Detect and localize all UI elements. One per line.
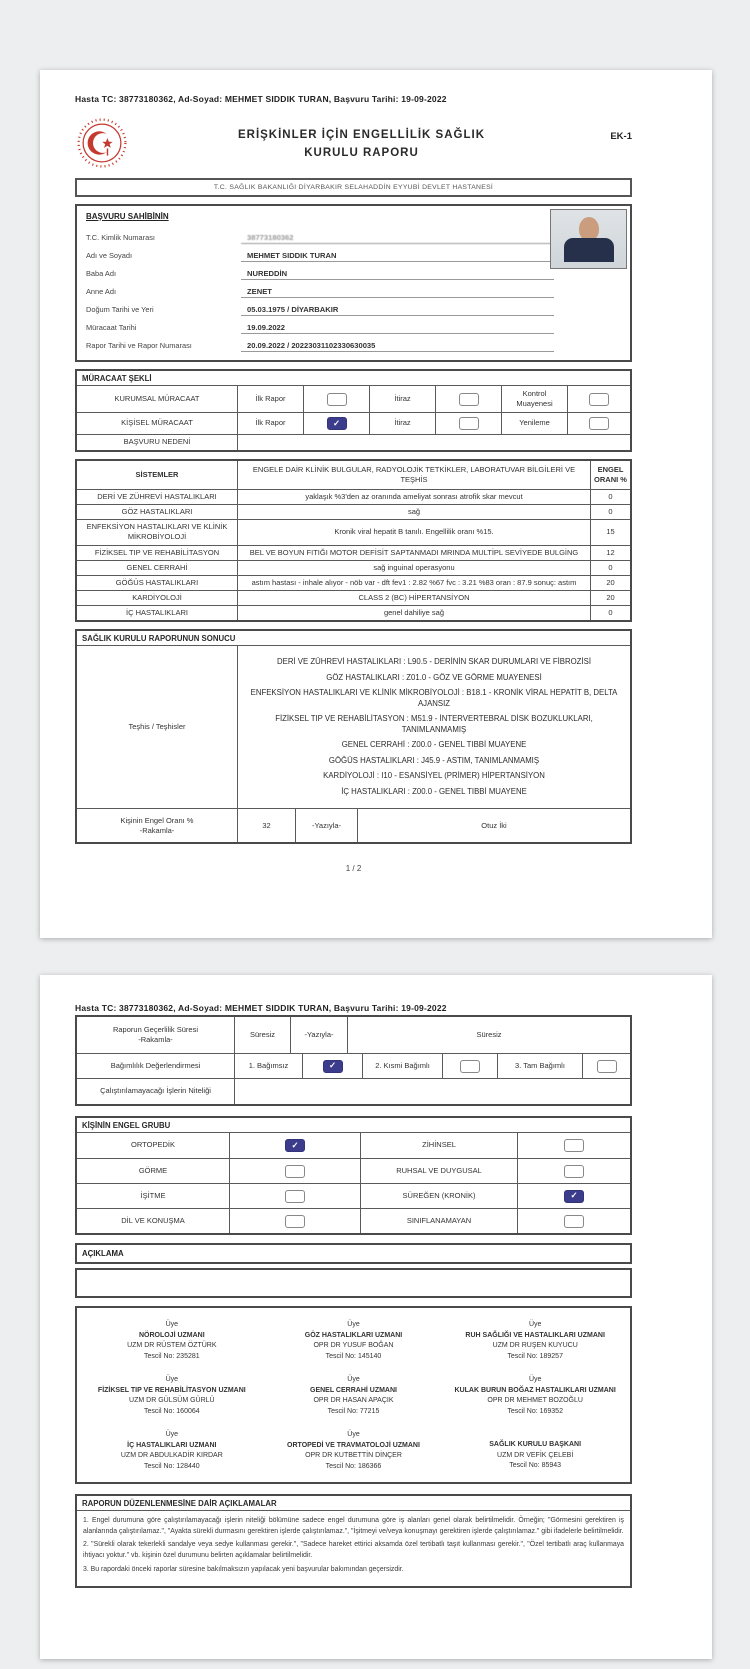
system-row — [77, 590, 630, 605]
member-registration: Tescil No: 169352 — [507, 1407, 563, 1415]
applicant-section — [75, 204, 632, 362]
disability-rate-value: 32 — [237, 809, 295, 842]
diagnosis-line: GÖĞÜS HASTALIKLARI : J45.9 - ASTIM, TANIMLANMAMIŞ — [328, 755, 540, 765]
disability-group-title: KİŞİNİN ENGEL GRUBU — [77, 1118, 630, 1133]
group-label: ORTOPEDİK — [131, 1140, 175, 1150]
in-words-label: -Yazıyla- — [290, 1017, 347, 1053]
system-finding: astım hastası - inhale alıyor - nöb var - dft fev1 : 2.82 %67 fvc : 3.21 %83 oran : 87.9 sonuç: astım — [237, 576, 590, 590]
health-ministry-logo-icon — [75, 115, 129, 171]
member-role: Üye — [347, 1321, 360, 1328]
applicant-photo — [550, 209, 627, 269]
objection-checkbox[interactable] — [459, 393, 479, 406]
systems-findings-section — [75, 459, 632, 622]
system-row — [77, 489, 630, 504]
member-role: Üye — [165, 1431, 179, 1438]
diagnosis-line: FİZİKSEL TIP VE REHABİLİTASYON : M51.9 - İNTERVERTEBRAL DİSK BOZUKLUKLARI, TANIMLANMAMIŞ — [275, 714, 593, 734]
page-number: 1 / 2 — [345, 864, 362, 874]
disability-group-row — [77, 1208, 630, 1233]
chronic-checkbox[interactable] — [564, 1190, 584, 1203]
member-specialty: GENEL CERRAHİ UZMANI — [310, 1386, 397, 1394]
system-finding: CLASS 2 (BC) HİPERTANSİYON — [237, 591, 590, 605]
signature-block — [263, 1430, 445, 1472]
validity-value-in-words: Süresiz — [347, 1017, 630, 1053]
disability-group-row — [77, 1133, 630, 1158]
system-rate: 0 — [590, 606, 630, 620]
independent-checkbox[interactable] — [323, 1060, 343, 1073]
disability-group-section — [75, 1116, 632, 1235]
checkbox-cell — [442, 1054, 497, 1078]
signature-block — [263, 1375, 445, 1417]
signature-block — [263, 1320, 445, 1362]
system-name: GENEL CERRAHİ — [126, 562, 188, 572]
explanation-title: AÇIKLAMA — [75, 1243, 632, 1264]
member-role: Üye — [528, 1321, 542, 1328]
checkbox-cell — [517, 1133, 630, 1158]
signature-block — [81, 1375, 263, 1417]
dependency-label: Bağımlılık Değerlendirmesi — [110, 1060, 201, 1070]
member-specialty: İÇ HASTALIKLARI UZMANI — [127, 1441, 217, 1449]
field-value: 20.09.2022 / 20223031102330630035 — [241, 341, 554, 352]
signature-block-chairman — [444, 1430, 626, 1472]
diagnosis-line: GENEL CERRAHİ : Z00.0 - GENEL TIBBİ MUAYENE — [341, 740, 527, 750]
member-name: UZM DR VEFİK ÇELEBİ — [497, 1451, 574, 1459]
field-value: 38773180362 — [241, 233, 554, 244]
report-page-1 — [40, 70, 712, 938]
report-title — [129, 115, 594, 163]
system-rate: 12 — [590, 546, 630, 560]
system-finding: Kronik viral hepatit B tanılı. Engellilik oranı %15. — [237, 520, 590, 544]
system-name: FİZİKSEL TIP VE REHABİLİTASYON — [94, 547, 220, 557]
system-finding: sağ — [237, 505, 590, 519]
partially-dependent-checkbox[interactable] — [460, 1060, 480, 1073]
checkbox-cell — [229, 1159, 360, 1183]
hearing-checkbox[interactable] — [285, 1190, 305, 1203]
system-row — [77, 605, 630, 620]
member-name: UZM DR GÜLSÜM GÜRLÜ — [129, 1397, 215, 1404]
first-report-checkbox[interactable] — [327, 393, 347, 406]
member-name: OPR DR KUTBETTİN DİNÇER — [305, 1452, 402, 1459]
field-birth — [86, 298, 554, 316]
checkbox-cell — [229, 1133, 360, 1158]
system-rate: 20 — [590, 576, 630, 590]
emotional-checkbox[interactable] — [564, 1165, 584, 1178]
row-label: KİŞİSEL MÜRACAAT — [121, 418, 193, 428]
objection-checkbox[interactable] — [459, 417, 479, 430]
system-finding: yaklaşık %3'den az oranında ameliyat sonrası atrofik skar mevcut — [237, 490, 590, 504]
member-name: UZM DR RÜSTEM ÖZTÜRK — [127, 1342, 217, 1349]
system-rate: 0 — [590, 505, 630, 519]
option-label: 3. Tam Bağımlı — [497, 1054, 582, 1078]
member-name: OPR DR MEHMET BOZOĞLU — [487, 1397, 583, 1404]
field-name-surname — [86, 244, 554, 262]
form-code-label: EK-1 — [610, 131, 632, 142]
checkbox-cell — [567, 386, 630, 412]
disability-rate-label-line1: Kişinin Engel Oranı % — [120, 815, 194, 825]
col-header-systems: SİSTEMLER — [135, 469, 179, 479]
system-name: GÖĞÜS HASTALIKLARI — [115, 577, 199, 587]
unclassified-checkbox[interactable] — [564, 1215, 584, 1228]
field-mother-name — [86, 280, 554, 298]
disability-rate-label — [77, 809, 237, 842]
option-label: 2. Kısmi Bağımlı — [362, 1054, 442, 1078]
member-specialty: GÖZ HASTALIKLARI UZMANI — [304, 1331, 403, 1339]
validity-dependency-section — [75, 1015, 632, 1106]
dependency-row — [77, 1053, 630, 1078]
disability-rate-row — [77, 808, 630, 842]
validity-label — [77, 1017, 234, 1053]
diagnosis-line: ENFEKSİYON HASTALIKLARI VE KLİNİK MİKROBİYOLOJİ : B18.1 - KRONİK VİRAL HEPATİT B, DELTA AJANSIZ — [250, 688, 618, 708]
checkbox-cell — [435, 413, 501, 434]
system-row — [77, 504, 630, 519]
member-registration: Tescil No: 160064 — [144, 1407, 200, 1415]
system-name: DERİ VE ZÜHREVİ HASTALIKLARI — [97, 492, 217, 501]
member-role: Üye — [165, 1376, 179, 1383]
visual-checkbox[interactable] — [285, 1165, 305, 1178]
first-report-checkbox[interactable] — [327, 417, 347, 430]
report-notes-section — [75, 1494, 632, 1588]
diagnosis-line: KARDİYOLOJİ : I10 - ESANSİYEL (PRİMER) HİPERTANSİYON — [323, 771, 545, 781]
member-role: Üye — [528, 1376, 542, 1383]
systems-header-row — [77, 461, 630, 489]
system-finding: sağ inguinal operasyonu — [237, 561, 590, 575]
signature-grid — [81, 1320, 626, 1472]
member-specialty: RUH SAĞLIĞI VE HASTALIKLARI UZMANI — [465, 1331, 605, 1339]
in-words-label: -Yazıyla- — [295, 809, 357, 842]
checkbox-cell — [582, 1054, 630, 1078]
report-note: 2. "Sürekli olarak tekerlekli sandalye veya sedye kullanması gerekir.", "Sadece hareket ettirici aksamda özel tertibatlı taşıt kullanması gerekir.", "Özel tertibatlı araç kullanmaya ihtiyacı yoktur." vb. kişinin özel durumunu belirten açıklamalar belirtilmelidir. — [83, 1541, 624, 1560]
system-row — [77, 545, 630, 560]
diagnoses-label: Teşhis / Teşhisler — [128, 722, 186, 732]
option-label: İtiraz — [369, 413, 435, 434]
field-value: NUREDDİN — [241, 269, 554, 280]
option-label: İlk Rapor — [237, 386, 303, 412]
checkbox-cell — [303, 386, 369, 412]
col-header-rate: ENGEL ORANI % — [590, 461, 630, 489]
field-value: ZENET — [241, 287, 554, 298]
patient-header-line: Hasta TC: 38773180362, Ad-Soyad: MEHMET SIDDIK TURAN, Başvuru Tarihi: 19-09-2022 — [75, 94, 447, 104]
field-report-date-number — [86, 334, 554, 352]
option-label: 1. Bağımsız — [234, 1054, 302, 1078]
hospital-name-banner: T.C. SAĞLIK BAKANLIĞI DİYARBAKIR SELAHADDİN EYYUBİ DEVLET HASTANESİ — [75, 178, 632, 197]
applicant-fields — [86, 226, 554, 352]
checkbox-cell — [229, 1184, 360, 1208]
member-specialty: KULAK BURUN BOĞAZ HASTALIKLARI UZMANI — [454, 1386, 616, 1394]
member-specialty: NÖROLOJİ UZMANI — [138, 1331, 205, 1339]
member-role: Üye — [347, 1376, 360, 1383]
system-row — [77, 560, 630, 575]
checkbox-cell — [303, 413, 369, 434]
system-finding: genel dahiliye sağ — [237, 606, 590, 620]
col-header-findings: ENGELE DAİR KLİNİK BULGULAR, RADYOLOJİK TETKİKLER, LABORATUVAR BİLGİLERİ VE TEŞHİS — [237, 461, 590, 489]
validity-row — [77, 1017, 630, 1053]
checkbox-cell — [517, 1184, 630, 1208]
member-registration: Tescil No: 128440 — [144, 1462, 200, 1470]
table-row-institutional — [77, 386, 630, 412]
system-finding: BEL VE BOYUN FITIĞI MOTOR DEFİSİT SAPTANMADI MRINDA MULTİPL SEVİYEDE BULGİNG — [237, 546, 590, 560]
field-label: Adı ve Soyadı — [86, 251, 133, 260]
explanation-empty-box — [75, 1268, 632, 1298]
member-specialty: ORTOPEDİ VE TRAVMATOLOJİ UZMANI — [287, 1441, 420, 1449]
system-rate: 0 — [590, 561, 630, 575]
field-value: 19.09.2022 — [241, 323, 554, 334]
application-type-title: MÜRACAAT ŞEKLİ — [77, 371, 630, 386]
diagnoses-list — [237, 646, 630, 808]
validity-label-line1: Raporun Geçerlilik Süresi — [112, 1024, 199, 1034]
report-header — [75, 115, 632, 171]
option-label: Yenileme — [501, 413, 567, 434]
field-label: Müracaat Tarihi — [86, 323, 137, 332]
member-name: OPR DR YUSUF BOĞAN — [313, 1342, 394, 1349]
report-title-line-1: ERİŞKİNLER İÇİN ENGELLİLİK SAĞLIK — [237, 129, 486, 141]
report-title-line-2: KURULU RAPORU — [304, 146, 419, 159]
application-type-section — [75, 369, 632, 452]
validity-label-line2: -Rakamla- — [138, 1035, 173, 1044]
mental-checkbox[interactable] — [564, 1139, 584, 1152]
checkbox-cell — [567, 413, 630, 434]
option-label: Kontrol Muayenesi — [501, 386, 567, 412]
report-page-2 — [40, 975, 712, 1659]
disability-group-row — [77, 1183, 630, 1208]
member-specialty: SAĞLIK KURULU BAŞKANI — [489, 1441, 582, 1448]
member-role: Üye — [347, 1431, 360, 1438]
system-rate: 20 — [590, 591, 630, 605]
checkbox-cell — [435, 386, 501, 412]
diagnosis-line: GÖZ HASTALIKLARI : Z01.0 - GÖZ VE GÖRME MUAYENESİ — [326, 672, 542, 682]
option-label: İtiraz — [369, 386, 435, 412]
member-name: UZM DR RUŞEN KUYUCU — [492, 1342, 578, 1349]
member-name: OPR DR HASAN APAÇIK — [313, 1397, 394, 1404]
application-reason-value — [237, 435, 630, 450]
field-label: Rapor Tarihi ve Rapor Numarası — [86, 341, 192, 350]
restricted-jobs-label: Çalıştırılamayacağı İşlerin Niteliği — [100, 1086, 211, 1096]
signature-block — [81, 1320, 263, 1362]
board-result-section — [75, 629, 632, 844]
renewal-checkbox[interactable] — [589, 417, 609, 430]
table-row-application-reason — [77, 434, 630, 450]
checkbox-cell — [517, 1209, 630, 1233]
restricted-jobs-value — [234, 1079, 630, 1104]
checkbox-cell — [517, 1159, 630, 1183]
speech-checkbox[interactable] — [285, 1215, 305, 1228]
group-label: ZİHİNSEL — [360, 1133, 517, 1158]
table-row-personal — [77, 412, 630, 434]
control-exam-checkbox[interactable] — [589, 393, 609, 406]
system-name: KARDİYOLOJİ — [132, 592, 182, 602]
report-note: 3. Bu rapordaki önceki raporlar süresine bakılmaksızın yapılacak yeni başvurular bakımından geçersizdir. — [83, 1565, 404, 1573]
applicant-photo-torso — [564, 238, 614, 262]
member-name: UZM DR ABDULKADİR KIRDAR — [120, 1452, 223, 1459]
member-specialty: FİZİKSEL TIP VE REHABİLİTASYON UZMANI — [97, 1386, 246, 1394]
diagnosis-line: DERİ VE ZÜHREVİ HASTALIKLARI : L90.5 - DERİNİN SKAR DURUMLARI VE FİBROZİSİ — [277, 657, 591, 667]
fully-dependent-checkbox[interactable] — [597, 1060, 617, 1073]
board-result-title: SAĞLIK KURULU RAPORUNUN SONUCU — [77, 631, 630, 646]
field-label: Anne Adı — [86, 287, 116, 296]
field-value: MEHMET SIDDIK TURAN — [241, 251, 554, 262]
field-father-name — [86, 262, 554, 280]
diagnoses-row — [77, 646, 630, 808]
field-application-date — [86, 316, 554, 334]
member-registration: Tescil No: 235281 — [144, 1352, 200, 1360]
disability-rate-in-words: Otuz İki — [357, 809, 630, 842]
system-row — [77, 519, 630, 544]
field-value: 05.03.1975 / DİYARBAKIR — [241, 305, 554, 316]
field-label: Baba Adı — [86, 269, 116, 278]
system-rate: 0 — [590, 490, 630, 504]
row-label: BAŞVURU NEDENİ — [123, 437, 191, 447]
signature-block — [444, 1320, 626, 1362]
diagnosis-line: İÇ HASTALIKLARI : Z00.0 - GENEL TIBBİ MUAYENE — [341, 786, 527, 796]
system-name: ENFEKSİYON HASTALIKLARI VE KLİNİK MİKROBİYOLOJİ — [86, 522, 228, 542]
member-registration: Tescil No: 145140 — [325, 1352, 382, 1360]
disability-group-row — [77, 1158, 630, 1183]
system-name: İÇ HASTALIKLARI — [126, 608, 188, 617]
checkbox-cell — [229, 1209, 360, 1233]
checkbox-cell — [302, 1054, 362, 1078]
disability-rate-label-line2: -Rakamla- — [139, 825, 175, 835]
group-label: SÜREĞEN (KRONİK) — [360, 1184, 517, 1208]
field-tc-number — [86, 226, 554, 244]
report-notes-title: RAPORUN DÜZENLENMESİNE DAİR AÇIKLAMALAR — [77, 1496, 630, 1511]
committee-signatures-section — [75, 1306, 632, 1484]
signature-block — [444, 1375, 626, 1417]
member-registration: Tescil No: 77215 — [327, 1407, 380, 1415]
row-label: KURUMSAL MÜRACAAT — [114, 393, 200, 403]
orthopedic-checkbox[interactable] — [285, 1139, 305, 1152]
member-registration: Tescil No: 186366 — [325, 1462, 382, 1470]
report-notes-body — [77, 1511, 630, 1586]
system-rate: 15 — [590, 520, 630, 544]
validity-value: Süresiz — [234, 1017, 290, 1053]
patient-header-line: Hasta TC: 38773180362, Ad-Soyad: MEHMET SIDDIK TURAN, Başvuru Tarihi: 19-09-2022 — [75, 1003, 447, 1013]
restricted-jobs-row — [77, 1078, 630, 1104]
system-row — [77, 575, 630, 590]
system-name: GÖZ HASTALIKLARI — [121, 507, 193, 517]
applicant-section-title: BAŞVURU SAHİBİNİN — [86, 212, 169, 221]
field-label: Doğum Tarihi ve Yeri — [86, 305, 154, 314]
field-label: T.C. Kimlik Numarası — [86, 233, 155, 242]
group-label: RUHSAL VE DUYGUSAL — [360, 1159, 517, 1183]
member-role — [444, 1430, 626, 1440]
option-label: İlk Rapor — [237, 413, 303, 434]
group-label: SINIFLANAMAYAN — [360, 1209, 517, 1233]
group-label: GÖRME — [138, 1165, 168, 1175]
member-registration: Tescil No: 189257 — [507, 1352, 563, 1360]
report-note: 1. Engel durumuna göre çalıştırılamayacağı işlerin niteliği bölümüne sadece engel durumuna göre iş alanları genel olarak belirtilmelidir. Örneğin; "Görmesini gerektiren iş alanlarında çalıştırılamaz.", "Ayakta sürekli durmasını gerektiren işlerde çalıştırılamaz.", "İşitmeyi ve/veya konuşmayı gerektiren işlerde çalıştırılamaz." gibi ifadelerle belirtilmelidir. — [83, 1517, 624, 1535]
group-label: İŞİTME — [140, 1190, 166, 1200]
signature-block — [81, 1430, 263, 1472]
member-role: Üye — [165, 1321, 179, 1328]
group-label: DİL VE KONUŞMA — [121, 1215, 185, 1225]
member-registration: Tescil No: 85943 — [509, 1462, 562, 1469]
